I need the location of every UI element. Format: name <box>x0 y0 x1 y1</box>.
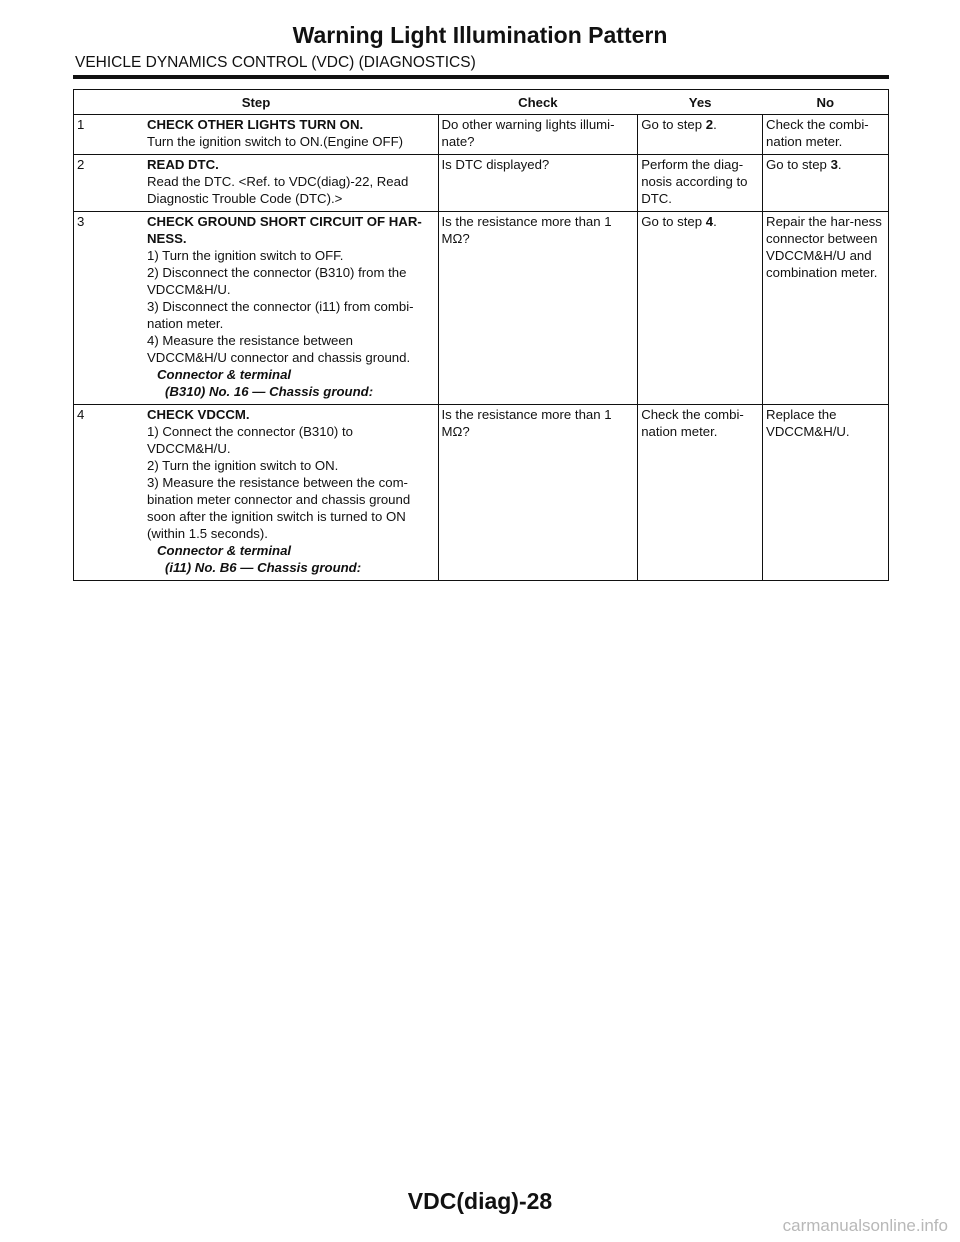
page-title: Warning Light Illumination Pattern <box>292 22 668 48</box>
step-instruction: 2) Disconnect the connector (B310) from the VDCCM&H/U. <box>147 265 407 297</box>
terminal-spec: (B310) No. 16 — Chassis ground: <box>165 384 374 399</box>
step-instruction: 2) Turn the ignition switch to ON. <box>147 458 339 473</box>
yes-cell: Go to step 2. <box>638 115 763 155</box>
yes-cell: Perform the diag-nosis according to DTC. <box>638 155 763 212</box>
table-header-row <box>74 90 889 115</box>
step-cell <box>74 212 439 405</box>
table-row <box>74 405 889 581</box>
step-heading: CHECK OTHER LIGHTS TURN ON. <box>147 117 364 132</box>
table-row <box>74 212 889 405</box>
check-cell: Do other warning lights illumi-nate? <box>438 115 638 155</box>
connector-label: Connector & terminal <box>157 367 292 382</box>
step-heading: CHECK VDCCM. <box>147 407 250 422</box>
step-instruction: 1) Connect the connector (B310) to VDCCM&H/U. <box>147 424 353 456</box>
yes-cell: Go to step 4. <box>638 212 763 405</box>
yes-step-ref: 2 <box>705 117 714 132</box>
col-header-yes: Yes <box>638 90 763 115</box>
step-cell <box>74 155 439 212</box>
no-step-ref: 3 <box>830 157 838 172</box>
step-number: 1 <box>77 117 85 132</box>
step-instruction: 3) Disconnect the connector (i11) from combi-nation meter. <box>147 299 414 331</box>
col-header-no: No <box>763 90 889 115</box>
page-number: VDC(diag)-28 <box>407 1188 553 1214</box>
table-row <box>74 115 889 155</box>
yes-text: Go to step <box>641 117 706 132</box>
step-instruction: 4) Measure the resistance between VDCCM&H/U connector and chassis ground. <box>147 333 411 365</box>
no-text: Go to step <box>766 157 831 172</box>
yes-text: Go to step <box>641 214 706 229</box>
step-cell <box>74 115 439 155</box>
col-header-check: Check <box>438 90 638 115</box>
diagnostic-steps-table <box>73 89 889 581</box>
step-cell <box>74 405 439 581</box>
section-heading: VEHICLE DYNAMICS CONTROL (VDC) (DIAGNOSTICS) <box>75 54 476 71</box>
yes-step-ref: 4 <box>705 214 714 229</box>
step-instruction: 1) Turn the ignition switch to OFF. <box>147 248 344 263</box>
watermark: carmanualsonline.info <box>782 1216 948 1235</box>
step-instruction: Read the DTC. <Ref. to VDC(diag)-22, Read Diagnostic Trouble Code (DTC).> <box>147 174 409 206</box>
no-cell: Repair the har-ness connector between VDCCM&H/U and combination meter. <box>763 212 889 405</box>
check-cell: Is the resistance more than 1 MΩ? <box>438 212 638 405</box>
check-cell: Is DTC displayed? <box>438 155 638 212</box>
check-cell: Is the resistance more than 1 MΩ? <box>438 405 638 581</box>
step-instruction: Turn the ignition switch to ON.(Engine OFF) <box>147 134 404 149</box>
step-heading: READ DTC. <box>147 157 219 172</box>
no-cell: Go to step 3. <box>763 155 889 212</box>
header-rule <box>73 75 889 79</box>
col-header-step: Step <box>74 90 439 115</box>
no-cell: Check the combi-nation meter. <box>763 115 889 155</box>
table-row <box>74 155 889 212</box>
step-number: 3 <box>77 214 85 229</box>
step-number: 2 <box>77 157 85 172</box>
no-cell: Replace the VDCCM&H/U. <box>763 405 889 581</box>
connector-label: Connector & terminal <box>157 543 292 558</box>
step-instruction: 3) Measure the resistance between the com-bination meter connector and chassis ground soon after the ignition switch is turned to ON (within 1.5 seconds). <box>147 475 411 541</box>
terminal-spec: (i11) No. B6 — Chassis ground: <box>165 560 362 575</box>
step-number: 4 <box>77 407 85 422</box>
yes-cell: Check the combi-nation meter. <box>638 405 763 581</box>
step-heading: CHECK GROUND SHORT CIRCUIT OF HAR-NESS. <box>147 214 422 246</box>
